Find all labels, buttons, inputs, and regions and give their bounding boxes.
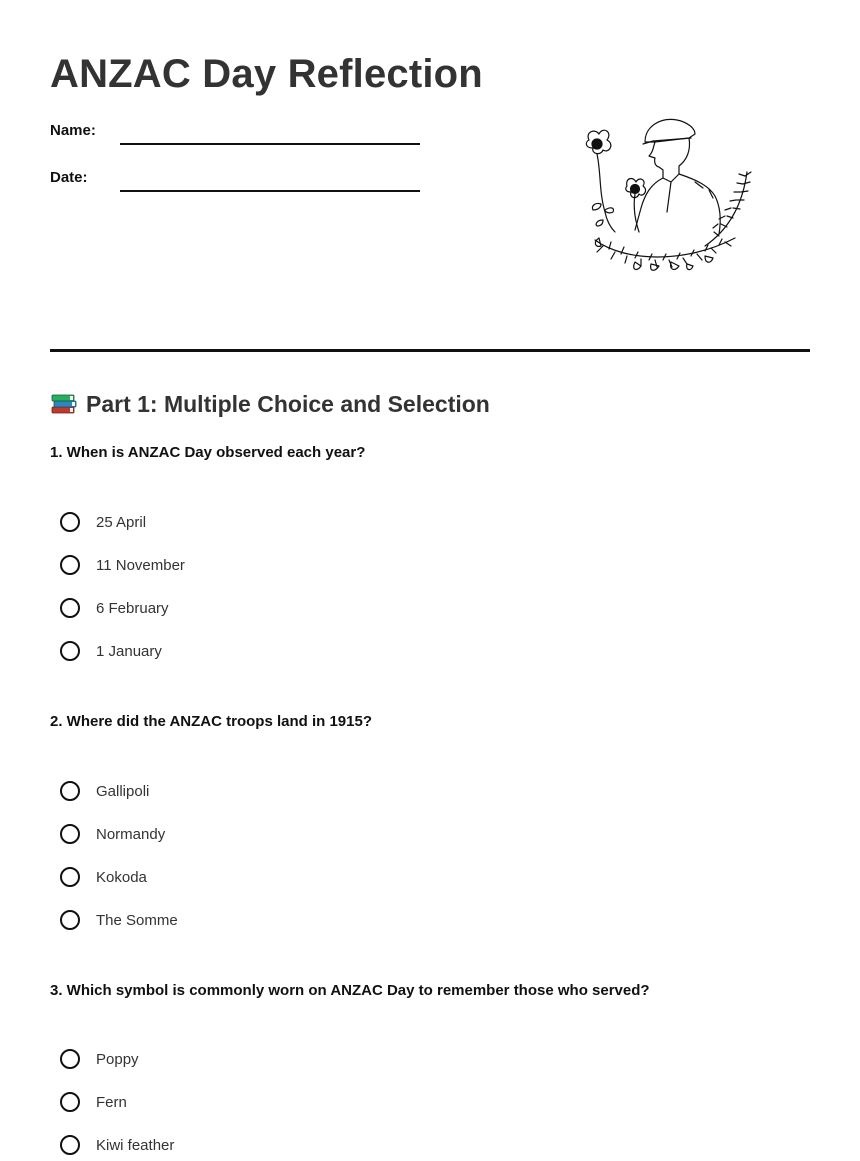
- question-1: 1. When is ANZAC Day observed each year?: [50, 444, 366, 461]
- radio-button[interactable]: [60, 512, 80, 532]
- option-label: Poppy: [96, 1050, 139, 1068]
- option-label: Normandy: [96, 825, 166, 843]
- option-q3-3[interactable]: [60, 1133, 174, 1157]
- page-title: ANZAC Day Reflection: [50, 52, 483, 96]
- date-label: Date:: [50, 169, 88, 186]
- option-q1-1[interactable]: [60, 510, 146, 534]
- option-q2-4[interactable]: [60, 908, 178, 932]
- option-q3-1[interactable]: [60, 1047, 139, 1071]
- radio-button[interactable]: [60, 1135, 80, 1155]
- radio-button[interactable]: [60, 1049, 80, 1069]
- question-2: 2. Where did the ANZAC troops land in 1915?: [50, 713, 372, 730]
- radio-button[interactable]: [60, 641, 80, 661]
- section-heading-text: Part 1: Multiple Choice and Selection: [86, 391, 490, 417]
- radio-button[interactable]: [60, 867, 80, 887]
- option-label: 25 April: [96, 513, 147, 531]
- radio-button[interactable]: [60, 781, 80, 801]
- section-divider: [50, 349, 810, 352]
- radio-button[interactable]: [60, 1092, 80, 1112]
- name-label: Name:: [50, 122, 96, 139]
- option-label: Gallipoli: [96, 782, 150, 800]
- option-q1-3[interactable]: [60, 596, 169, 620]
- name-write-line[interactable]: [120, 143, 420, 145]
- option-q1-2[interactable]: [60, 553, 185, 577]
- name-field: [50, 122, 420, 152]
- option-label: 1 January: [96, 642, 162, 660]
- option-label: Fern: [96, 1093, 127, 1111]
- radio-button[interactable]: [60, 598, 80, 618]
- option-label: The Somme: [96, 911, 178, 929]
- radio-button[interactable]: [60, 824, 80, 844]
- option-q2-3[interactable]: [60, 865, 147, 889]
- question-3: 3. Which symbol is commonly worn on ANZAC Day to remember those who served?: [50, 982, 650, 999]
- option-label: 11 November: [96, 556, 185, 574]
- date-field: [50, 169, 420, 199]
- date-write-line[interactable]: [120, 190, 420, 192]
- option-q2-2[interactable]: [60, 822, 165, 846]
- radio-button[interactable]: [60, 555, 80, 575]
- poppy-2: [626, 179, 646, 198]
- poppy-1: [586, 130, 610, 153]
- option-q1-4[interactable]: [60, 639, 162, 663]
- option-q3-2[interactable]: [60, 1090, 127, 1114]
- option-label: 6 February: [96, 599, 169, 617]
- soldier-poppy-wreath-illustration: [575, 112, 760, 280]
- books-icon: [50, 392, 78, 416]
- option-label: Kiwi feather: [96, 1136, 175, 1154]
- option-q2-1[interactable]: [60, 779, 149, 803]
- option-label: Kokoda: [96, 868, 147, 886]
- radio-button[interactable]: [60, 910, 80, 930]
- section-heading: [50, 388, 490, 420]
